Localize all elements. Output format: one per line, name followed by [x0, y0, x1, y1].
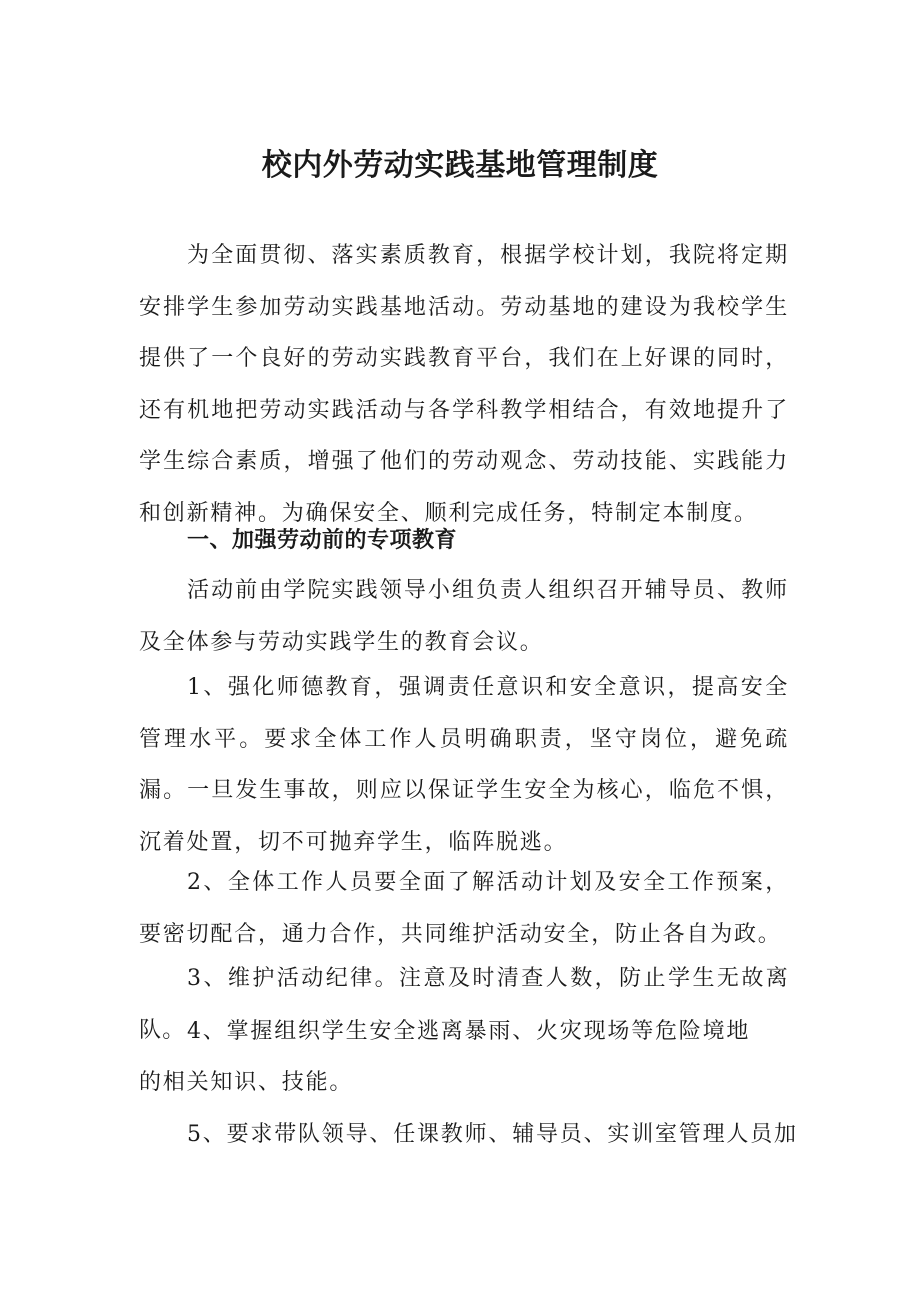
item-3-paragraph: 3、维护活动纪律。注意及时清查人数，防止学生无故离队。: [139, 966, 789, 1043]
item-5-paragraph: 5、要求带队领导、任课教师、辅导员、实训室管理人员加: [187, 1122, 798, 1147]
section-lead-paragraph: 活动前由学院实践领导小组负责人组织召开辅导员、教师及全体参与劳动实践学生的教育会议。: [139, 578, 789, 655]
document-title: 校内外劳动实践基地管理制度: [261, 148, 659, 184]
item-4-line-1: 4、掌握组织学生安全逃离暴雨、火灾现场等危险境地: [187, 1019, 751, 1044]
item-2-paragraph: 2、全体工作人员要全面了解活动计划及安全工作预案，要密切配合，通力合作，共同维护活动安全，防止各自为政。: [139, 870, 789, 947]
item-4-line-2: 的相关知识、技能。: [139, 1070, 354, 1095]
section-heading: 一、加强劳动前的专项教育: [187, 528, 458, 553]
intro-paragraph: 为全面贯彻、落实素质教育，根据学校计划，我院将定期安排学生参加劳动实践基地活动。劳动基地的建设为我校学生提供了一个良好的劳动实践教育平台，我们在上好课的同时，还有机地把劳动实践活动与各学科教学相结合，有效地提升了学生综合素质，增强了他们的劳动观念、劳动技能、实践能力和创新精神。为确保安全、顺利完成任务，特制定本制度。: [139, 243, 789, 526]
item-1-paragraph: 1、强化师德教育，强调责任意识和安全意识，提高安全管理水平。要求全体工作人员明确职责，坚守岗位，避免疏漏。一旦发生事故，则应以保证学生安全为核心，临危不惧，沉着处置，切不可抛弃学生，临阵脱逃。: [139, 675, 789, 855]
